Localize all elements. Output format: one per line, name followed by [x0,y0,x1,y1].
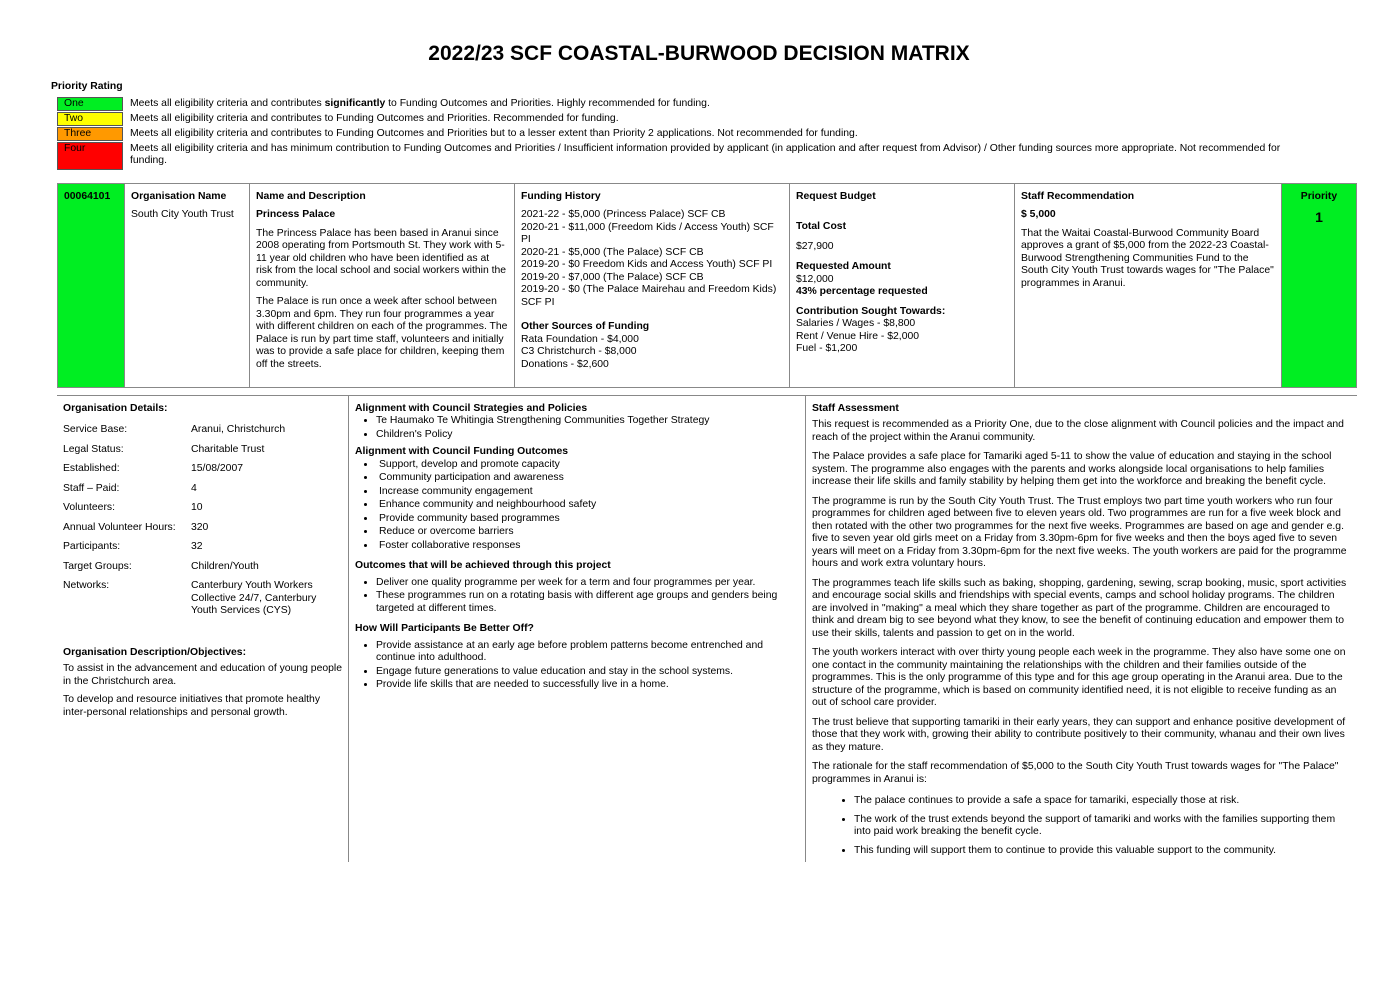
staff-assessment-column [812,403,1352,863]
list-item: • Increase community engagement [376,486,790,498]
other-source-item: C3 Christchurch - $8,000 [521,346,637,358]
request-budget-cell [790,184,1015,388]
list-item: • Te Haumako Te Whitingia Strengthening Communities Together Strategy [376,415,790,427]
list-item: • The palace continues to provide a safe a space for tamariki, especially those at risk. [854,795,1352,807]
strategies-list [355,415,790,441]
funding-history-item: 2020-21 - $11,000 (Freedom Kids / Access Youth) SCF PI [521,221,774,246]
contribution-item: Salaries / Wages - $8,800 [796,318,916,330]
detail-value: 4 [191,482,197,494]
assessment-paragraph: The programmes teach life skills such as baking, shopping, gardening, sewing, scrap booking, music, sport activities and encourage social skills and friendships with special events, camps and school holiday programs. The children are involved in "making" a meal which they share together as part of the programme. Children are encouraged to think and dream big to see beyond what they know, to see the benefit of continuing education and empower them to use their skills, talents and passion to get on in the world. [812,577,1347,639]
detail-value: Children/Youth [191,560,259,572]
organisation-details-column [63,403,343,725]
request-budget-header: Request Budget [796,191,876,202]
assessment-paragraph: This request is recommended as a Priority One, due to the close alignment with Council policies and the impact and reach of the project within the Aranui community. [812,419,1344,443]
other-source-item: Donations - $2,600 [521,358,609,370]
staff-recommendation-header: Staff Recommendation [1021,191,1135,202]
detail-row [63,580,343,617]
detail-row [63,463,343,475]
alignment-column [355,403,790,697]
priority-level-row [57,112,1317,127]
total-cost-label: Total Cost [796,221,847,233]
assessment-paragraph: The trust believe that supporting tamariki in their early years, they can support and enhance positive development of those that they work with, growing their ability to contribute positively to their community, whanau and their own lives as they mature. [812,716,1346,753]
detail-row [63,424,343,436]
assessment-paragraph: The Palace provides a safe place for Tamariki aged 5-11 to show the value of education and staying in the school system. The programme also engages with the parents and works alongside local organisations to help families increase their life skills and family stability by helping them get into the workforce and breaking the benefit cycle. [812,451,1332,488]
org-objective: To assist in the advancement and education of young people in the Christchurch area. [63,663,343,687]
assessment-section [57,395,1357,862]
decision-matrix-table [57,183,1357,388]
description-cell [250,184,515,388]
detail-key: Legal Status: [63,443,124,455]
detail-value: Charitable Trust [191,443,265,455]
list-item: • Support, develop and promote capacity [376,459,790,471]
achieved-list [355,577,790,615]
org-name: South City Youth Trust [131,209,234,221]
org-description-heading: Organisation Description/Objectives: [63,646,247,658]
funding-history-item: 2021-22 - $5,000 (Princess Palace) SCF CB [521,209,726,221]
detail-key: Established: [63,463,120,475]
priority-description: Meets all eligibility criteria and has minimum contribution to Funding Outcomes and Priorities / Insufficient information provided by applicant (in application and after request from Advisor) / Other funding sources more appropriate. Not recommended for funding. [130,143,1281,167]
description-header: Name and Description [256,191,366,202]
assessment-paragraph: The rationale for the staff recommendation of $5,000 to the South City Youth Trust towards wages for "The Palace" programmes in Aranui is: [812,761,1339,785]
list-item: • Provide assistance at an early age before problem patterns become entrenched and continue into adulthood. [376,640,790,665]
detail-key: Target Groups: [63,560,132,572]
description-paragraph: The Princess Palace has been based in Aranui since 2008 operating from Portsmouth St. They work with 5-11 year old children who have been identified as at risk from the local school and social workers within the community. [256,227,507,289]
total-cost-value: $27,900 [796,240,834,252]
contribution-item: Rent / Venue Hire - $2,000 [796,330,920,342]
detail-value: 320 [191,521,209,533]
table-row [58,184,1357,388]
priority-level-row [57,97,1317,112]
funding-history-header: Funding History [521,191,601,202]
staff-recommendation-cell [1015,184,1282,388]
list-item: • Enhance community and neighbourhood safety [376,499,790,511]
detail-key: Staff – Paid: [63,482,120,494]
contribution-item: Fuel - $1,200 [796,343,858,355]
list-item: • Children's Policy [376,429,790,441]
priority-description: Meets all eligibility criteria and contributes to Funding Outcomes and Priorities. Recommended for funding. [130,113,619,124]
column-divider [348,396,349,862]
detail-key: Networks: [63,580,110,592]
list-item: • Foster collaborative responses [376,540,790,552]
assessment-paragraph: The youth workers interact with over thirty young people each week in the programme. They also have some one on one contact in the community maintaining the relationships with the children and their families outside of the programmes. This is the only programme of this type and for this age group operating in the Aranui area. Due to the structure of the programme, which is based on community identified need, it is not eligible to receive funding as an out of school care provider. [812,647,1346,709]
funding-history-item: 2019-20 - $7,000 (The Palace) SCF CB [521,271,704,283]
strategies-heading: Alignment with Council Strategies and Policies [355,403,588,414]
achieved-heading: Outcomes that will be achieved through this project [355,560,611,572]
staff-assessment-heading: Staff Assessment [812,403,899,414]
detail-value: 32 [191,541,203,553]
detail-key: Annual Volunteer Hours: [63,521,176,533]
organisation-cell [125,184,250,388]
list-item: • Provide life skills that are needed to successfully live in a home. [376,679,790,691]
rationale-list [812,795,1352,857]
priority-description: Meets all eligibility criteria and contributes significantly to Funding Outcomes and Priorities. Highly recommended for funding. [130,98,710,109]
description-paragraph: The Palace is run once a week after school between 3.30pm and 6pm. They run four programmes a year with different children on each of the programmes. The Palace is run by part time staff, volunteers and initially was to provide a safe place for children, keeping them off the streets. [256,296,508,370]
detail-value: Aranui, Christchurch [191,424,286,436]
list-item: • The work of the trust extends beyond the support of tamariki and works with the families supporting them into paid work breaking the benefit cycle. [854,814,1352,839]
detail-row [63,522,343,534]
priority-header: Priority [1300,191,1338,202]
detail-row [63,502,343,514]
page-title: 2022/23 SCF COASTAL-BURWOOD DECISION MATRIX [428,42,970,65]
list-item: • Reduce or overcome barriers [376,526,790,538]
assessment-paragraph: The programme is run by the South City Youth Trust. The Trust employs two part time youth workers who run four programmes for children aged between five to eleven years old. Two programmes are run for a five week block and then rotated with the other two programmes for the next five weeks. Programmes are based on age and gender e.g. five to seven year old girls meet on a Friday from 3.30pm-6pm for five weeks and then the boys aged five to seven years will meet on a Friday from 3.30pm-6pm for the next five weeks. The youth workers are paid for the programme hours and work extra voluntary hours. [812,495,1347,570]
detail-row [63,483,343,495]
detail-row [63,561,343,573]
contribution-label: Contribution Sought Towards: [796,305,946,317]
detail-value: Canterbury Youth Workers Collective 24/7, Canterbury Youth Services (CYS) [191,580,317,617]
column-divider [805,396,806,862]
funding-history-item: 2019-20 - $0 Freedom Kids and Access Youth) SCF PI [521,259,773,271]
list-item: • Deliver one quality programme per week for a term and four programmes per year. [376,577,790,589]
requested-amount-value: $12,000 [796,273,834,285]
requested-amount-label: Requested Amount [796,261,891,273]
staff-recommendation-text: That the Waitai Coastal-Burwood Community Board approves a grant of $5,000 from the 2022-23 Coastal-Burwood Strengthening Communities Fund to the South City Youth Trust towards wages for "The Palace" programmes in Aranui. [1021,227,1274,289]
project-name: Princess Palace [256,209,336,221]
funding-history-item: 2019-20 - $0 (The Palace Mairehau and Freedom Kids) SCF PI [521,284,777,308]
priority-rating-heading: Priority Rating [51,81,123,92]
detail-value: 10 [191,502,203,514]
detail-key: Service Base: [63,424,128,436]
org-details-heading: Organisation Details: [63,403,168,414]
priority-swatch-two: Two [57,112,123,126]
funding-history-cell [515,184,790,388]
org-name-header: Organisation Name [131,191,227,202]
priority-level-row [57,142,1317,170]
detail-row [63,541,343,553]
list-item: • These programmes run on a rotating basis with different age groups and genders being targeted at different times. [376,590,790,615]
list-item: • This funding will support them to continue to provide this valuable support to the community. [854,845,1352,857]
list-item: • Community participation and awareness [376,472,790,484]
priority-swatch-four: Four [57,142,123,170]
better-off-list [355,640,790,692]
org-objective: To develop and resource initiatives that promote healthy inter-personal relationships and personal growth. [63,694,321,718]
priority-swatch-one: One [57,97,123,111]
detail-value: 15/08/2007 [191,463,244,475]
funding-history-item: 2020-21 - $5,000 (The Palace) SCF CB [521,246,704,258]
outcomes-heading: Alignment with Council Funding Outcomes [355,446,568,458]
detail-row [63,444,343,456]
detail-key: Participants: [63,541,121,553]
application-id: 00064101 [64,191,111,202]
priority-level-row [57,127,1317,142]
detail-key: Volunteers: [63,502,115,514]
list-item: • Engage future generations to value education and stay in the school systems. [376,666,790,678]
priority-swatch-three: Three [57,127,123,141]
application-id-cell [58,184,125,388]
better-off-heading: How Will Participants Be Better Off? [355,623,534,635]
staff-recommendation-amount: $ 5,000 [1021,209,1056,221]
requested-percentage: 43% percentage requested [796,286,928,298]
priority-cell [1282,184,1357,388]
list-item: • Provide community based programmes [376,513,790,525]
priority-value: 1 [1315,209,1323,226]
other-source-item: Rata Foundation - $4,000 [521,333,639,345]
outcomes-list [355,459,790,552]
other-sources-header: Other Sources of Funding [521,321,650,333]
priority-description: Meets all eligibility criteria and contributes to Funding Outcomes and Priorities but to a lesser extent than Priority 2 applications. Not recommended for funding. [130,128,858,139]
